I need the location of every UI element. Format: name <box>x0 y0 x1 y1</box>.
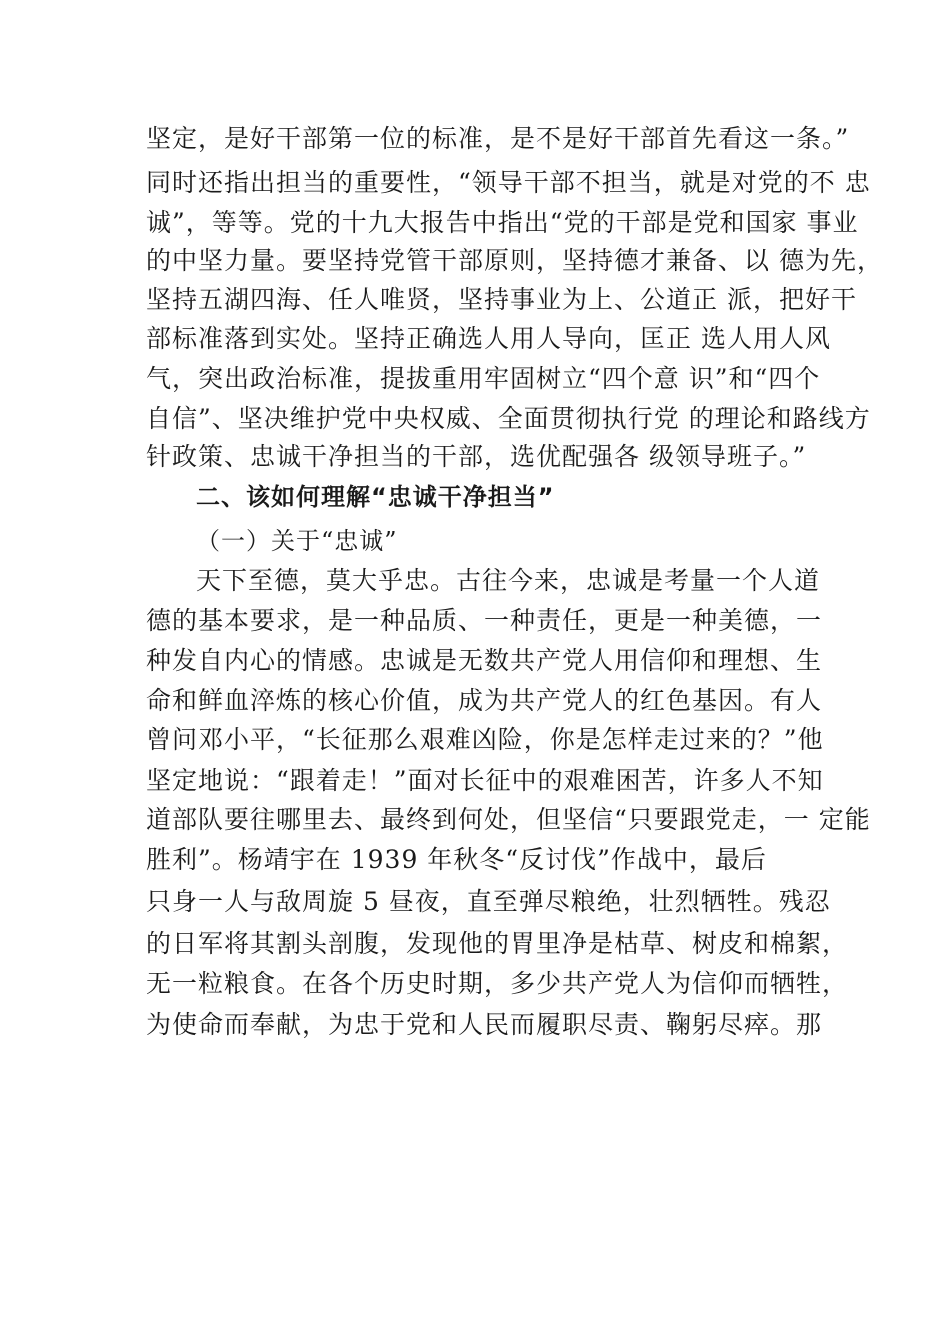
paragraph-line: 道部队要往哪里去、最终到何处，但坚信“只要跟党走，一 定能 <box>146 805 871 834</box>
subsection-heading: （一）关于“忠诚” <box>196 527 398 555</box>
paragraph-line: 坚定地说：“跟着走！”面对长征中的艰难困苦，许多人不知 <box>146 766 824 795</box>
paragraph-line: 的日军将其割头剖腹，发现他的胃里净是枯草、树皮和棉絮， <box>146 929 849 958</box>
paragraph-line: 命和鲜血淬炼的核心价值，成为共产党人的红色基因。有人 <box>146 686 823 715</box>
paragraph-line: 自信”、坚决维护党中央权威、全面贯彻执行党 的理论和路线方 <box>146 404 871 433</box>
section-heading: 二、该如何理解“忠诚干净担当” <box>196 483 555 511</box>
paragraph-line: 气，突出政治标准，提拔重用牢固树立“四个意 识”和“四个 <box>146 364 821 393</box>
paragraph-line: 无一粒粮食。在各个历史时期，多少共产党人为信仰而牺牲， <box>146 969 849 998</box>
paragraph-line: 种发自内心的情感。忠诚是无数共产党人用信仰和理想、生 <box>146 646 823 675</box>
paragraph-line: 诚”，等等。党的十九大报告中指出“党的干部是党和国家 事业 <box>146 208 859 237</box>
paragraph-line: 为使命而奉献，为忠于党和人民而履职尽责、鞠躬尽瘁。那 <box>146 1010 823 1039</box>
paragraph-line: 天下至德，莫大乎忠。古往今来，忠诚是考量一个人道 <box>196 566 821 595</box>
paragraph-line: 部标准落到实处。坚持正确选人用人导向，匡正 选人用人风 <box>146 324 831 353</box>
paragraph-line: 曾问邓小平，“长征那么艰难凶险，你是怎样走过来的？”他 <box>146 725 824 754</box>
paragraph-line: 针政策、忠诚干净担当的干部，选优配强各 级领导班子。” <box>146 442 807 471</box>
paragraph-line: 坚定，是好干部第一位的标准，是不是好干部首先看这一条。” <box>146 124 850 153</box>
paragraph-line: 胜利”。杨靖宇在 1939 年秋冬“反讨伐”作战中，最后 <box>146 845 767 874</box>
paragraph-line: 只身一人与敌周旋 5 昼夜，直至弹尽粮绝，壮烈牺牲。残忍 <box>146 887 831 916</box>
paragraph-line: 德的基本要求，是一种品质、一种责任，更是一种美德，一 <box>146 606 823 635</box>
paragraph-line: 同时还指出担当的重要性，“领导干部不担当，就是对党的不 忠 <box>146 168 871 197</box>
paragraph-line: 坚持五湖四海、任人唯贤，坚持事业为上、公道正 派，把好干 <box>146 285 857 314</box>
paragraph-line: 的中坚力量。要坚持党管干部原则，坚持德才兼备、以 德为先， <box>146 246 883 275</box>
